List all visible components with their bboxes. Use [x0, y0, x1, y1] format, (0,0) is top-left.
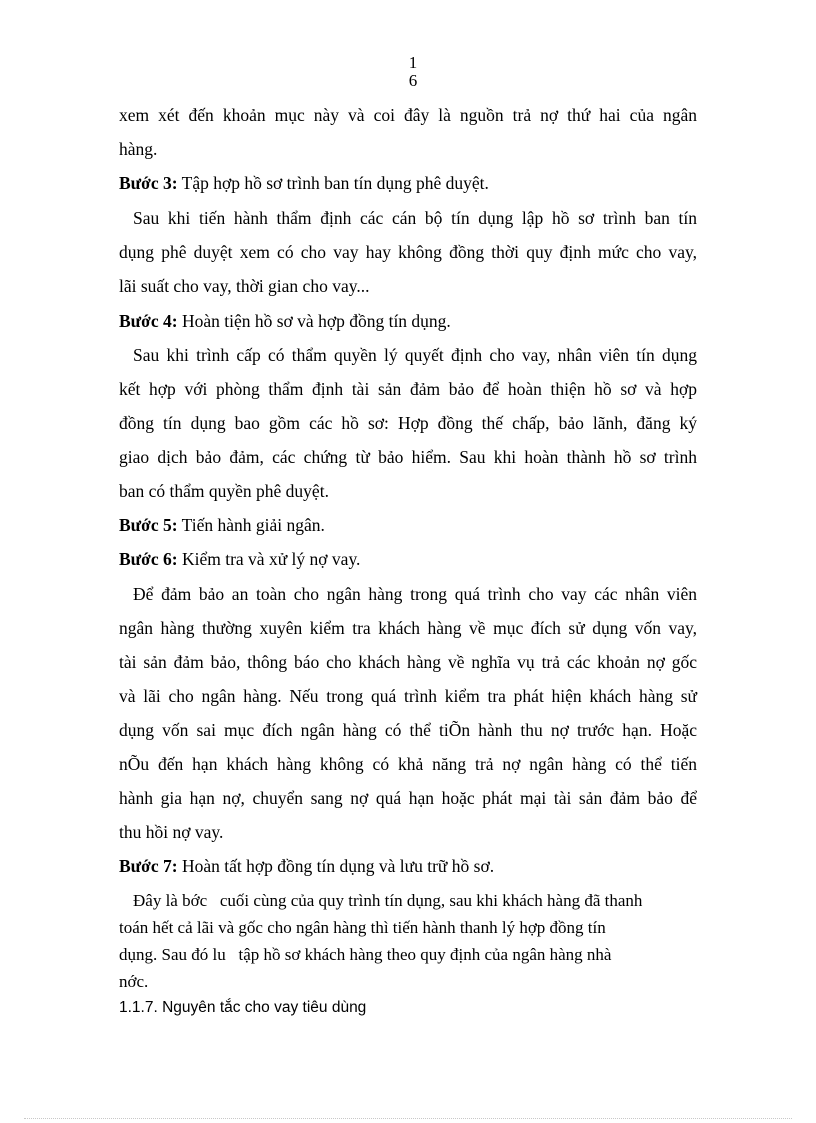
step-3-heading: [119, 172, 489, 194]
paragraph-line: nớc.: [119, 972, 149, 991]
paragraph-line: nÕu đến hạn khách hàng không có khả năng trả nợ ngân hàng có thể tiến: [119, 754, 697, 774]
step-6-text: Kiểm tra và xử lý nợ vay.: [177, 549, 361, 569]
page-bottom-divider: [24, 1118, 792, 1119]
paragraph-line: dụng vốn sai mục đích ngân hàng có thể tiÕn hành thu nợ trước hạn. Hoặc: [119, 720, 697, 740]
paragraph-line: dụng. Sau đó lu tập hồ sơ khách hàng theo quy định của ngân hàng nhà: [119, 945, 612, 964]
step-5-heading: [119, 514, 325, 536]
page-number-top: 1: [408, 53, 418, 72]
paragraph-line: ban có thẩm quyền phê duyệt.: [119, 481, 329, 501]
step-4-text: Hoàn tiện hồ sơ và hợp đồng tín dụng.: [177, 311, 451, 331]
section-heading-1-1-7: 1.1.7. Nguyên tắc cho vay tiêu dùng: [119, 999, 367, 1016]
paragraph-line: xem xét đến khoản mục này và coi đây là nguồn trả nợ thứ hai của ngân: [119, 105, 697, 125]
paragraph-line: thu hồi nợ vay.: [119, 822, 224, 842]
step-5-label: Bước 5:: [119, 515, 178, 535]
paragraph-line: toán hết cả lãi và gốc cho ngân hàng thì tiến hành thanh lý hợp đồng tín: [119, 918, 606, 937]
step-3-text: Tập hợp hồ sơ trình ban tín dụng phê duyệt.: [177, 173, 489, 193]
page-number-bottom: 6: [408, 71, 418, 90]
paragraph-line: hàng.: [119, 139, 158, 159]
step-7-heading: [119, 855, 494, 877]
paragraph-line: Đây là bớc cuối cùng của quy trình tín dụng, sau khi khách hàng đã thanh: [133, 891, 643, 910]
paragraph-line: đồng tín dụng bao gồm các hồ sơ: Hợp đồng thế chấp, bảo lãnh, đăng ký: [119, 413, 697, 433]
step-4-label: Bước 4:: [119, 311, 178, 331]
paragraph-line: lãi suất cho vay, thời gian cho vay...: [119, 276, 370, 296]
paragraph-line: hành gia hạn nợ, chuyển sang nợ quá hạn hoặc phát mại tài sản đảm bảo để: [119, 788, 697, 808]
step-4-heading: [119, 310, 451, 332]
step-3-label: Bước 3:: [119, 173, 178, 193]
step-6-label: Bước 6:: [119, 549, 178, 569]
paragraph-line: dụng phê duyệt xem có cho vay hay không đồng thời quy định mức cho vay,: [119, 242, 697, 262]
step-5-text: Tiến hành giải ngân.: [177, 515, 325, 535]
paragraph-line: Sau khi trình cấp có thẩm quyền lý quyết định cho vay, nhân viên tín dụng: [133, 345, 697, 365]
step-6-heading: [119, 548, 360, 570]
step-7-text: Hoàn tất hợp đồng tín dụng và lưu trữ hồ sơ.: [177, 856, 495, 876]
paragraph-line: kết hợp với phòng thẩm định tài sản đảm bảo để hoàn thiện hồ sơ và hợp: [119, 379, 697, 399]
step-7-label: Bước 7:: [119, 856, 178, 876]
paragraph-line: và lãi cho ngân hàng. Nếu trong quá trình kiểm tra phát hiện khách hàng sử: [119, 686, 697, 706]
paragraph-line: Sau khi tiến hành thẩm định các cán bộ tín dụng lập hồ sơ trình ban tín: [133, 208, 697, 228]
paragraph-line: tài sản đảm bảo, thông báo cho khách hàng về nghĩa vụ trả các khoản nợ gốc: [119, 652, 697, 672]
paragraph-line: Để đảm bảo an toàn cho ngân hàng trong quá trình cho vay các nhân viên: [133, 584, 697, 604]
paragraph-line: ngân hàng thường xuyên kiểm tra khách hàng về mục đích sử dụng vốn vay,: [119, 618, 697, 638]
paragraph-line: giao dịch bảo đảm, các chứng từ bảo hiểm. Sau khi hoàn thành hồ sơ trình: [119, 447, 697, 467]
